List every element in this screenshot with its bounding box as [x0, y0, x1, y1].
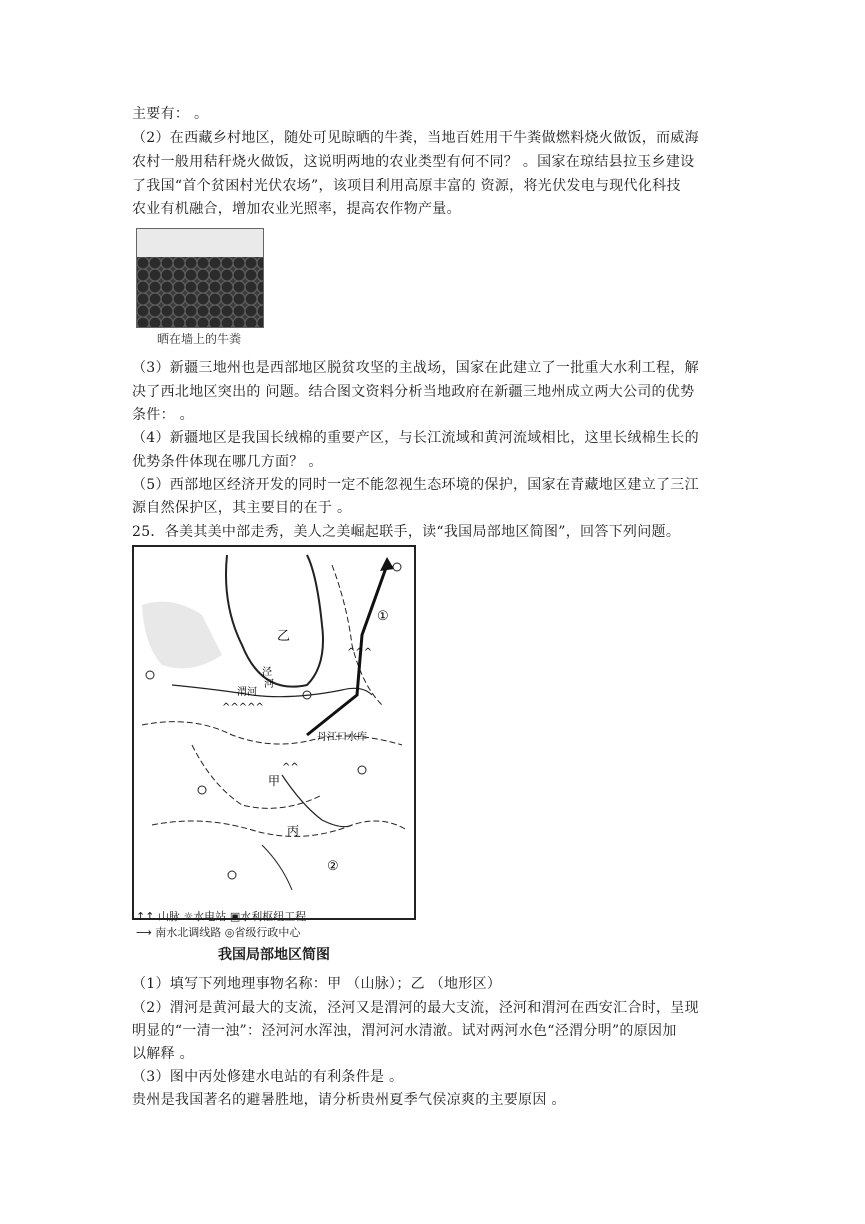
map-label-jing: 泾 — [262, 667, 272, 678]
text-line: （5）西部地区经济开发的同时一定不能忽视生态环境的保护，国家在青藏地区建立了三江 — [132, 477, 699, 493]
svg-text:^^^^^: ^^^^^ — [222, 702, 264, 713]
text-line: 主要有： 。 — [132, 106, 209, 122]
map-label-danjiangkou: 丹江口水库 — [317, 732, 367, 743]
map-label-yi: 乙 — [277, 629, 291, 644]
cow-dung-photo — [136, 228, 264, 328]
photo-caption: 晒在墙上的牛粪 — [156, 332, 241, 346]
text-line: 贵州是我国著名的避暑胜地，请分析贵州夏季气侯凉爽的主要原因 。 — [132, 1092, 566, 1108]
map-label-weihe: 渭河 — [237, 687, 257, 698]
text-line: 了我国“首个贫困村光伏农场”，该项目利用高原丰富的 资源，将光伏发电与现代化科技 — [132, 178, 681, 194]
hydro-icon: ☼ — [183, 910, 194, 923]
map-label-circle2: ② — [327, 859, 339, 874]
region-map — [132, 545, 416, 920]
legend-row2: ⟶ 南水北调线路 ◎省级行政中心 — [136, 926, 301, 939]
text-line: （4）新疆地区是我国长绒棉的重要产区，与长江流域和黄河流域相比，这里长绒棉生长的 — [132, 430, 699, 446]
text-line: 以解释 。 — [132, 1046, 194, 1062]
text-line: 明显的“一清一浊”：泾河河水浑浊，渭河河水清澈。试对两河水色“泾渭分明”的原因加 — [132, 1023, 677, 1039]
svg-text:^^^: ^^^ — [347, 647, 373, 658]
text-line: 条件： 。 — [132, 407, 194, 423]
text-line: （3）图中丙处修建水电站的有利条件是 。 — [132, 1069, 404, 1085]
map-label-bing: 丙 — [287, 824, 300, 838]
question-25: 25．各美其美中部走秀，美人之美崛起联手，读“我国局部地区简图”，回答下列问题。 — [132, 524, 681, 540]
text-line: （1）填写下列地理事物名称：甲 （山脉）；乙 （地形区） — [132, 976, 502, 992]
text-line: （2）在西藏乡村地区，随处可见晾晒的牛粪，当地百姓用干牛粪做燃料烧火做饭，而威海 — [132, 130, 699, 146]
text-line: 优势条件体现在哪几方面？ 。 — [132, 454, 323, 470]
text-line: 决了西北地区突出的 问题。结合图文资料分析当地政府在新疆三地州成立两大公司的优势 — [132, 384, 695, 400]
map-label-jia: 甲 — [268, 774, 281, 788]
svg-text:^^: ^^ — [282, 762, 299, 773]
mountain-icon: ↑↑ — [136, 910, 155, 923]
text-line: 源自然保护区，其主要目的在于 。 — [132, 500, 352, 516]
legend-row1: ↑↑ 山脉 ☼水电站 ▣水利枢纽工程 — [136, 910, 307, 923]
capital-icon: ◎ — [224, 926, 235, 939]
map-title: 我国局部地区简图 — [218, 947, 330, 963]
text-line: （3）新疆三地州也是西部地区脱贫攻坚的主战场，国家在此建立了一批重大水利工程，解 — [132, 360, 699, 376]
text-line: 农业有机融合，增加农业光照率，提高农作物产量。 — [132, 201, 461, 217]
map-label-circle1: ① — [377, 609, 389, 624]
hub-icon: ▣ — [229, 910, 241, 923]
map-label-he: 河 — [264, 679, 274, 690]
arrow-icon: ⟶ — [136, 926, 152, 939]
text-line: （2）渭河是黄河最大的支流，泾河又是渭河的最大支流，泾河和渭河在西安汇合时，呈现 — [132, 1000, 699, 1016]
text-line: 农村一般用秸秆烧火做饭，这说明两地的农业类型有何不同？ 。国家在琼结县拉玉乡建设 — [132, 154, 695, 170]
